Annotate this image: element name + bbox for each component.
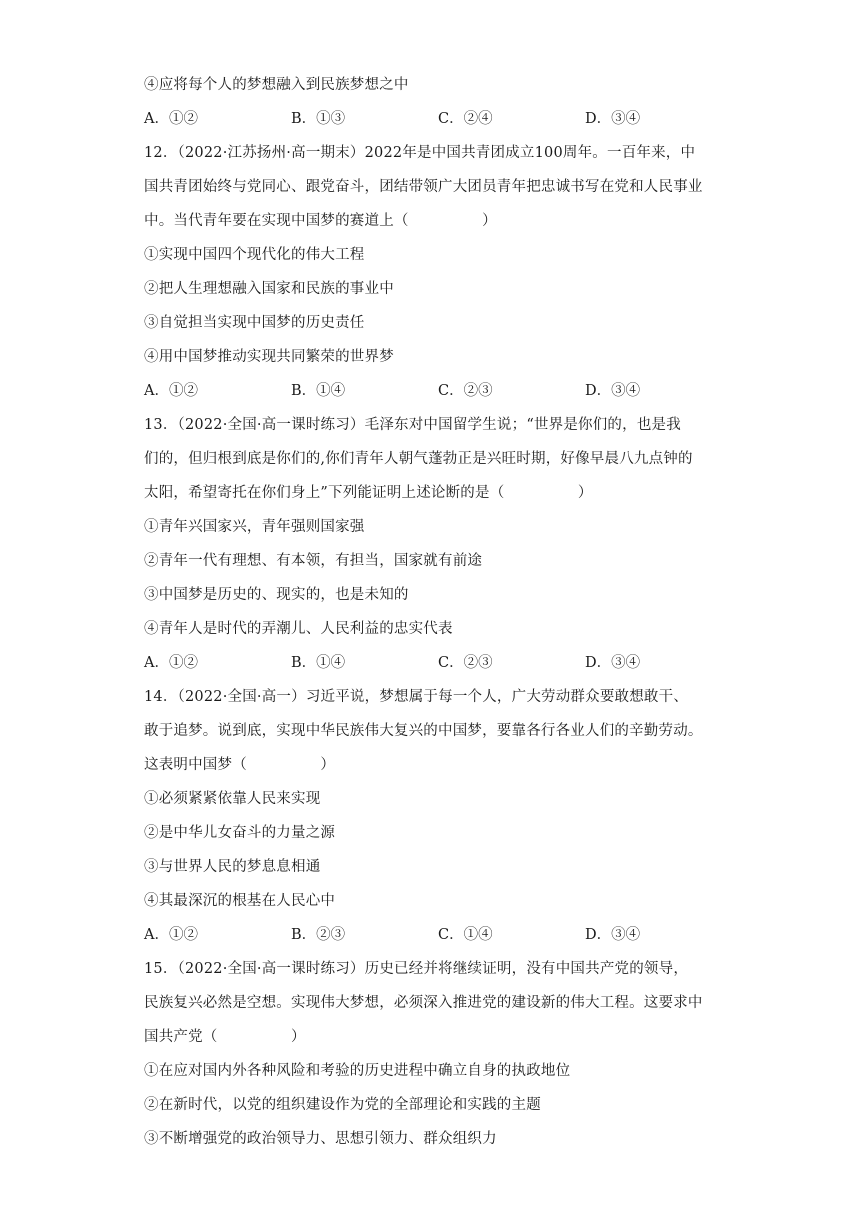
statement: ①在应对国内外各种风险和考验的历史进程中确立自身的执政地位 (144, 1063, 571, 1079)
option-d: D．③④ (585, 383, 641, 399)
option-b: B．①④ (291, 383, 346, 399)
option-c: C．②③ (438, 655, 493, 671)
option-a: A．①② (144, 111, 198, 127)
statement: ③与世界人民的梦息息相通 (144, 859, 321, 875)
option-c: C．②④ (438, 111, 493, 127)
answer-options (144, 102, 724, 136)
option-d: D．③④ (585, 111, 641, 127)
question-15 (144, 952, 724, 1156)
statement: ②是中华儿女奋斗的力量之源 (144, 825, 336, 841)
option-b: B．①③ (291, 111, 346, 127)
statement: ①青年兴国家兴，青年强则国家强 (144, 519, 365, 535)
question-stem-line: 们的，但归根到底是你们的,你们青年人朝气蓬勃正是兴旺时期，好像早晨八九点钟的 (144, 451, 693, 467)
statement: ①必须紧紧依靠人民来实现 (144, 791, 321, 807)
statement: ④青年人是时代的弄潮儿、人民利益的忠实代表 (144, 621, 453, 637)
question-stem-line: 这表明中国梦（ ） (144, 757, 336, 773)
statement: ④其最深沉的根基在人民心中 (144, 893, 336, 909)
answer-options (144, 374, 724, 408)
option-a: A．①② (144, 655, 198, 671)
question-stem-line: 13．（2022·全国·高一课时练习）毛泽东对中国留学生说；“世界是你们的，也是我 (144, 417, 681, 433)
option-a: A．①② (144, 927, 198, 943)
question-stem-line: 太阳，希望寄托在你们身上”下列能证明上述论断的是（ ） (144, 485, 593, 501)
option-d: D．③④ (585, 655, 641, 671)
question-stem-line: 14．（2022·全国·高一）习近平说，梦想属于每一个人，广大劳动群众要敢想敢干、 (144, 689, 689, 705)
statement: ③中国梦是历史的、现实的，也是未知的 (144, 587, 409, 603)
question-12 (144, 136, 724, 408)
option-a: A．①② (144, 383, 198, 399)
question-stem-line: 12．（2022·江苏扬州·高一期末）2022年是中国共青团成立100周年。一百年来，中 (144, 145, 696, 161)
question-stem-line: 15．（2022·全国·高一课时练习）历史已经并将继续证明，没有中国共产党的领导， (144, 961, 689, 977)
statement: ②在新时代，以党的组织建设作为党的全部理论和实践的主题 (144, 1097, 541, 1113)
statement: ①实现中国四个现代化的伟大工程 (144, 247, 365, 263)
statement: ③自觉担当实现中国梦的历史责任 (144, 315, 365, 331)
question-stem-line: 国共产党（ ） (144, 1029, 306, 1045)
document-page (144, 68, 724, 1156)
statement: ②把人生理想融入国家和民族的事业中 (144, 281, 394, 297)
answer-options (144, 646, 724, 680)
option-b: B．②③ (291, 927, 346, 943)
option-b: B．①④ (291, 655, 346, 671)
question-11-tail (144, 68, 724, 136)
statement: ③不断增强党的政治领导力、思想引领力、群众组织力 (144, 1131, 497, 1147)
question-stem-line: 中。当代青年要在实现中国梦的赛道上（ ） (144, 213, 497, 229)
question-14 (144, 680, 724, 952)
option-c: C．②③ (438, 383, 493, 399)
option-c: C．①④ (438, 927, 493, 943)
answer-options (144, 918, 724, 952)
question-stem-line: 敢于追梦。说到底，实现中华民族伟大复兴的中国梦，要靠各行各业人们的辛勤劳动。 (144, 723, 703, 739)
question-stem-line: 国共青团始终与党同心、跟党奋斗，团结带领广大团员青年把忠诚书写在党和人民事业 (144, 179, 703, 195)
statement: ②青年一代有理想、有本领，有担当，国家就有前途 (144, 553, 483, 569)
question-13 (144, 408, 724, 680)
option-d: D．③④ (585, 927, 641, 943)
statement: ④用中国梦推动实现共同繁荣的世界梦 (144, 349, 394, 365)
question-stem-line: 民族复兴必然是空想。实现伟大梦想，必须深入推进党的建设新的伟大工程。这要求中 (144, 995, 703, 1011)
statement: ④应将每个人的梦想融入到民族梦想之中 (144, 77, 409, 93)
